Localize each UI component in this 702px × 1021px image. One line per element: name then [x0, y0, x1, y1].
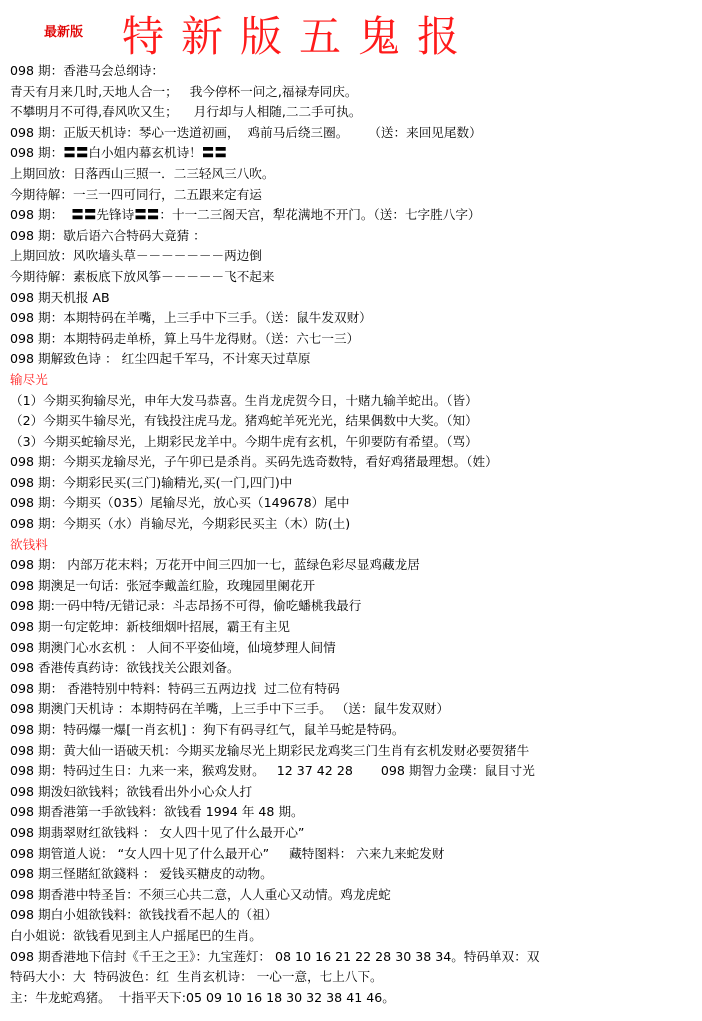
- text-line: 白小姐说：欲钱看见到主人户摇尾巴的生肖。: [10, 927, 262, 943]
- text-line: 098 期：今期买（水）肖输尽光，今期彩民买主（木）防(土): [10, 516, 351, 532]
- text-line: 098 期： 内部万花末料；万花开中间三四加一七，蓝绿色彩尽显鸡藏龙居: [10, 557, 420, 573]
- text-line: 098 期香港第一手欲钱料：欲钱看 1994 年 48 期。: [10, 804, 304, 820]
- text-line: 今期待解：素板底下放风筝－－－－－飞不起来: [10, 268, 275, 284]
- text-line: 今期待解：一三一四可同行，二五跟来定有运: [10, 186, 262, 202]
- text-line: （1）今期买狗输尽光，申年大发马恭喜。生肖龙虎贺今日，十赌九输羊蛇出。（皆）: [10, 392, 478, 408]
- text-line: 098 期香港地下信封《千王之王》：九宝莲灯： 08 10 16 21 22 28 30 38 34。特码单双：双: [10, 948, 540, 964]
- text-line: 098 期：本期特码走单桥，算上马牛龙得财。（送：六七一三）: [10, 330, 360, 346]
- text-line: 098 期： 〓〓先锋诗〓〓：十一二三阁天宫，犁花满地不开门。（送：七字胜八字）: [10, 207, 481, 223]
- text-line: 098 期：歇后语六合特码大竟猜 ：: [10, 227, 206, 243]
- text-line: （2）今期买牛输尽光，有钱投注虎马龙。猪鸡蛇羊死光光，结果偶数中大奖。（知）: [10, 413, 478, 429]
- text-line: 098 期澳足一句话：张冠李戴盖红脸，玫瑰园里阑花开: [10, 577, 316, 593]
- text-line: 主：牛龙蛇鸡猪。 十指平天下:05 09 10 16 18 30 32 38 41 46。: [10, 989, 395, 1005]
- section-heading: 欲钱料: [10, 536, 48, 552]
- text-line: 不攀明月不可得,春风吹又生； 月行却与人相随,二二手可执。: [10, 104, 362, 120]
- text-line: 098 期：特码爆一爆[一肖玄机] ：狗下有码寻红气，鼠羊马蛇是特码。: [10, 722, 405, 737]
- text-line: 098 期香港中特圣旨：不须三心共二意，人人重心又动情。鸡龙虎蛇: [10, 886, 391, 902]
- text-line: 青天有月来几时,天地人合一； 我今停杯一问之,福禄寿同庆。: [10, 83, 358, 99]
- text-line: 098 期：黄大仙一语破天机：今期买龙输尽光上期彩民龙鸡奖三门生肖有玄机发财必要贺猪牛: [10, 742, 530, 758]
- text-line: 098 期:一码中特/无错记录：斗志昂扬不可得，偷吃蟠桃我最行: [10, 598, 362, 614]
- text-line: 098 期：今期买龙输尽光，子午卯已是杀肖。买码先选奇数特，看好鸡猪最理想。（姓）: [10, 454, 498, 470]
- text-line: 098 期：本期特码在羊嘴，上三手中下三手。（送：鼠牛发双财）: [10, 310, 372, 326]
- text-line: 098 期三怪賭紅欲錢料 ： 爱钱买糖皮的动物。: [10, 866, 273, 882]
- text-line: 098 香港传真药诗：欲钱找关公跟刘备。: [10, 660, 240, 676]
- text-line: 098 期： 香港特别中特料：特码三五两边找 过二位有特码: [10, 680, 340, 696]
- text-line: 098 期澳门天机诗 ：本期特码在羊嘴，上三手中下三手。 （送：鼠牛发双财）: [10, 701, 450, 717]
- text-line: 098 期：今期彩民买(三门)输精光,买(一门,四门)中: [10, 474, 293, 490]
- text-line: 098 期管道人说： “女人四十见了什么最开心” 藏特图料： 六来九来蛇发财: [10, 845, 445, 861]
- text-line: 098 期：正版天机诗：琴心一迭道初画， 鸡前马后绕三圈。 （送：来回见尾数）: [10, 124, 482, 140]
- text-line: （3）今期买蛇输尽光，上期彩民龙羊中。今期牛虎有玄机，午卯要防有希望。（骂）: [10, 433, 478, 449]
- text-line: 098 期：香港马会总纲诗：: [10, 63, 164, 78]
- text-line: 上期回放：日落西山三照一．二三轻风三八吹。: [10, 165, 275, 181]
- page-title: 特新版五鬼报: [122, 12, 477, 61]
- text-line: 098 期解致色诗 ： 红尘四起千军马，不计寒天过草原: [10, 351, 311, 367]
- text-line: 上期回放：风吹墙头草－－－－－－－两边倒: [10, 248, 262, 264]
- text-line: 098 期白小姐欲钱料：欲钱找看不起人的（祖）: [10, 907, 278, 923]
- page-header: [0, 0, 702, 60]
- text-line: 098 期：特码过生日：九来一来，猴鸡发财。 12 37 42 28 098 期智力金璞：鼠目寸光: [10, 763, 535, 779]
- text-line: 098 期泼妇欲钱料；欲钱看出外小心众人打: [10, 783, 253, 799]
- section-heading: 输尽光: [10, 371, 48, 387]
- edition-badge: 最新版: [44, 25, 84, 40]
- text-line: 098 期：今期买（035）尾输尽光，放心买（149678）尾中: [10, 495, 350, 511]
- text-line: 098 期天机报 AB: [10, 289, 110, 305]
- document-body: [10, 61, 700, 1008]
- text-line: 098 期澳门心水玄机 ： 人间不平姿仙境，仙境梦理人间情: [10, 639, 336, 655]
- text-line: 098 期翡翠财红欲钱料 ： 女人四十见了什么最开心”: [10, 824, 305, 840]
- text-line: 098 期一句定乾坤：新枝细烟叶招展，霸王有主见: [10, 619, 290, 635]
- text-line: 特码大小：大 特码波色：红 生肖玄机诗： 一心一意，七上八下。: [10, 969, 383, 985]
- text-line: 098 期：〓〓白小姐内幕玄机诗！〓〓: [10, 145, 227, 161]
